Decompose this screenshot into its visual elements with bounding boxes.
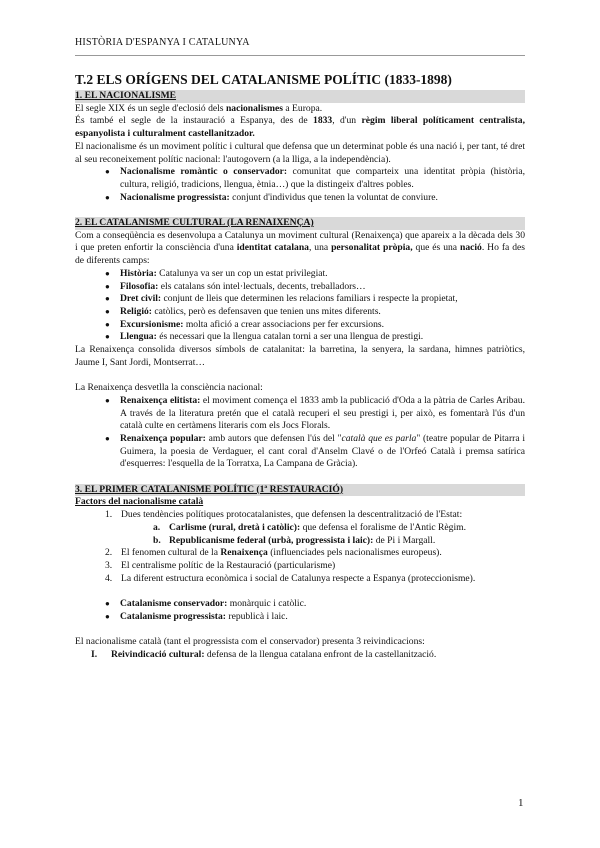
- list-item: 3. El centralisme polític de la Restauració (particularisme): [105, 559, 336, 571]
- paragraph: El nacionalisme català (tant el progressista com el conservador) presenta 3 reivindicacions:: [75, 636, 425, 648]
- list-item: 1. Dues tendències polítiques protocatalanistes, que defensen la descentralització de l'Estat:: [105, 509, 463, 521]
- paragraph: El nacionalisme és un moviment polític i cultural que defensa que un determinat poble és una nació i, per tant, té dret al seu reconeixement polític nacional: l'autogovern (a la lliga, a la independència).: [75, 140, 525, 165]
- list-item: I. Reivindicació cultural: defensa de la llengua catalana enfront de la castellanització.: [91, 648, 437, 660]
- list-item: ● Religió: catòlics, però es defensaven que tenien uns mites diferents.: [105, 306, 525, 319]
- list-item: ● Catalanisme progressista: republicà i laic.: [105, 611, 525, 624]
- list-item: ● Excursionisme: molta afició a crear associacions per fer excursions.: [105, 319, 525, 332]
- list-item: ● Filosofia: els catalans són intel·lectuals, decents, treballadors…: [105, 281, 525, 294]
- subheading-factors: Factors del nacionalisme català: [75, 496, 204, 508]
- sub-list: [75, 522, 525, 547]
- paragraph: El segle XIX és un segle d'eclosió dels nacionalismes a Europa.: [75, 102, 323, 114]
- document-body: [75, 72, 525, 662]
- section-heading-nacionalisme: 1. EL NACIONALISME: [75, 90, 525, 103]
- list-item: ● Renaixença elitista: el moviment comença el 1833 amb la publicació d'Oda a la pàtria de Carles Aribau. A través de la literatura pretén que el català recuperi el seu prestigi i, per això, es fomentarà l'ús d'un català culte en certàmens literaris com els Jocs Florals.: [105, 395, 525, 433]
- paragraph: La Renaixença consolida diversos símbols de catalanitat: la barretina, la senyera, la sardana, himnes patriòtics, Jaume I, Sant Jordi, Montserrat…: [75, 344, 525, 368]
- list-item: ● Nacionalisme romàntic o conservador: comunitat que comparteix una identitat pròpia (història, cultura, religió, tradicions, llengua, ètnia…) que la distingeix d'altres pobles.: [105, 166, 525, 191]
- running-header: HISTÒRIA D'ESPANYA I CATALUNYA: [75, 37, 250, 48]
- bullet-list: [75, 395, 525, 471]
- list-item: 4. La diferent estructura econòmica i social de Catalunya respecte a Espanya (proteccionisme).: [105, 572, 476, 584]
- section-heading-renaixenca: 2. EL CATALANISME CULTURAL (LA RENAIXENÇA): [75, 217, 525, 230]
- bullet-list: [75, 598, 525, 623]
- numbered-list: [75, 509, 525, 522]
- list-item: ● Llengua: és necessari que la llengua catalan torni a ser una llengua de prestigi.: [105, 331, 525, 344]
- bullet-list: [75, 268, 525, 344]
- header-divider: [75, 55, 525, 56]
- paragraph: La Renaixença desvetlla la consciència nacional:: [75, 382, 263, 394]
- paragraph: És també el segle de la instauració a Espanya, des de 1833, d'un règim liberal políticament centralista, espanyolista i culturalment castellanitzador.: [75, 115, 525, 140]
- list-item: b. Republicanisme federal (urbà, progressista i laic): de Pi i Margall.: [153, 534, 436, 546]
- numbered-list: [75, 547, 525, 585]
- list-item: ● Dret civil: conjunt de lleis que determinen les relacions familiars i respecte la propietat,: [105, 293, 525, 306]
- list-item: ● Catalanisme conservador: monàrquic i catòlic.: [105, 598, 525, 611]
- section-heading-catalanisme-politic: 3. EL PRIMER CATALANISME POLÍTIC (1ª RESTAURACIÓ): [75, 484, 525, 497]
- document-title: T.2 ELS ORÍGENS DEL CATALANISME POLÍTIC (1833-1898): [75, 72, 452, 87]
- list-item: ● Història: Catalunya va ser un cop un estat privilegiat.: [105, 268, 525, 281]
- list-item: ● Nacionalisme progressista: conjunt d'individus que tenen la voluntat de conviure.: [105, 192, 525, 205]
- list-item: 2. El fenomen cultural de la Renaixença (influenciades pels nacionalismes europeus).: [105, 547, 442, 559]
- list-item: ● Renaixença popular: amb autors que defensen l'ús del "català que es parla" (teatre popular de Pitarra i Guimera, la poesia de Verdaguer, el cant coral d'Anselm Clavé o de l'Orfeó Català i premsa satírica d'esquerres: l'esquella de la Torratxa, La Campana de Gràcia).: [105, 433, 525, 471]
- list-item: a. Carlisme (rural, dretà i catòlic): que defensa el foralisme de l'Antic Règim.: [153, 521, 467, 533]
- bullet-list: [75, 166, 525, 204]
- page-number: 1: [518, 797, 524, 809]
- paragraph: Com a conseqüència es desenvolupa a Catalunya un moviment cultural (Renaixença) que apareix a la dècada dels 30 i que preten enfortir la consciència d'una identitat catalana, una personalitat pròpia, que és una nació. Ho fa des de diferents camps:: [75, 229, 525, 267]
